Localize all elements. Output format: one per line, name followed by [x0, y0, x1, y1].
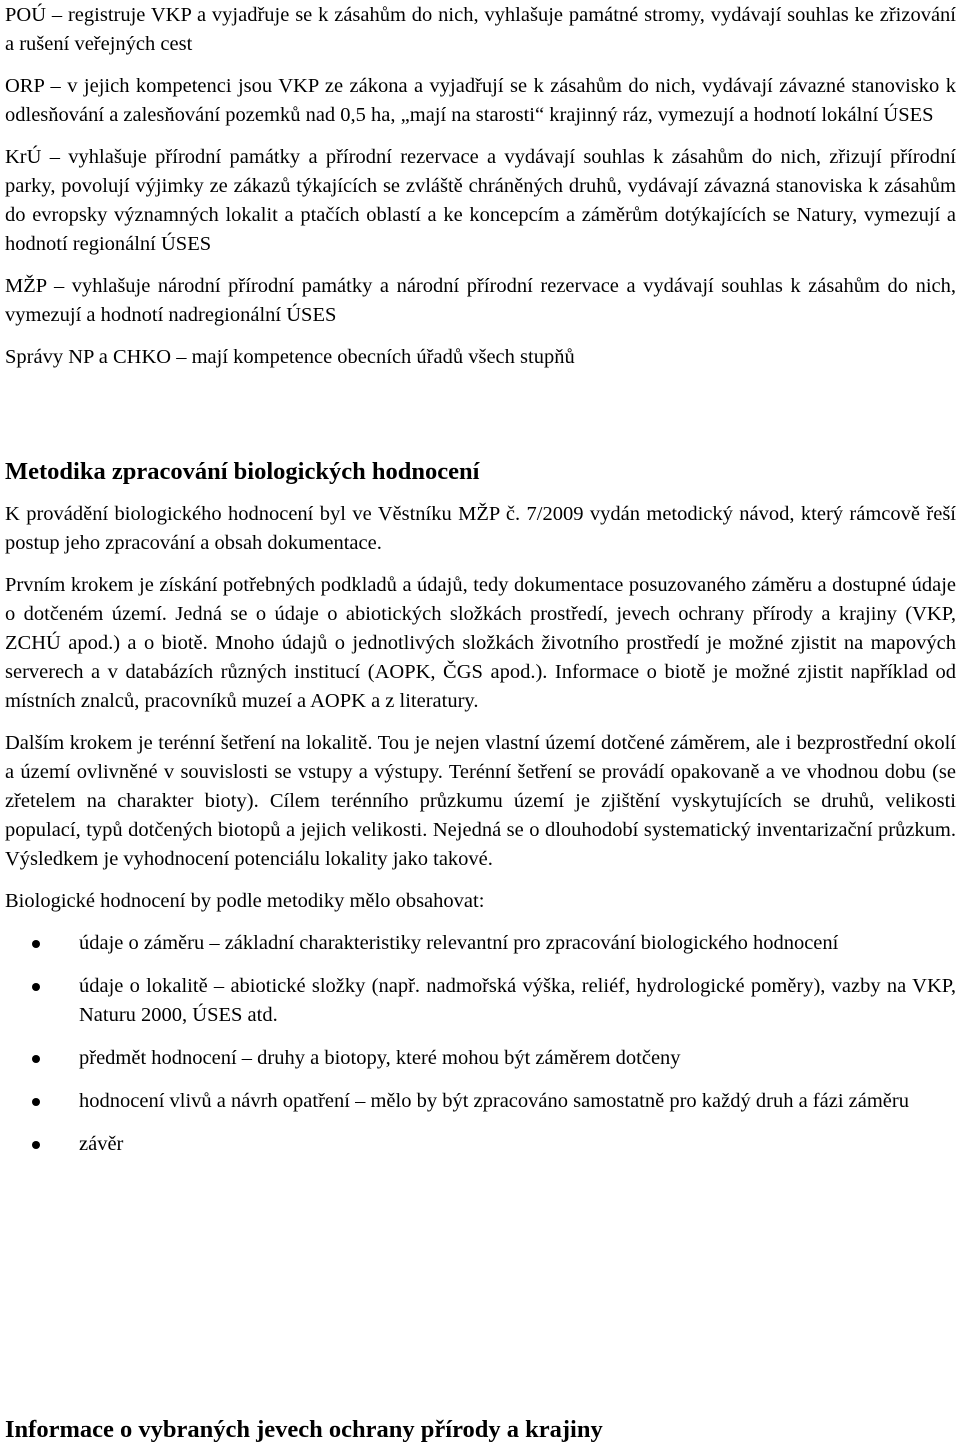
list-item-text: závěr: [79, 1133, 124, 1155]
list-item: [5, 1044, 956, 1073]
bullet-icon: [32, 983, 40, 991]
section-heading-nature-info: Informace o vybraných jevech ochrany přírody a krajiny: [5, 1416, 603, 1443]
list-item: [5, 1087, 956, 1116]
paragraph-orp: ORP – v jejich kompetenci jsou VKP ze zákona a vyjadřují se k zásahům do nich, vydávají závazné stanovisko k odlesňování a zalesňování pozemků nad 0,5 ha, „mají na starosti“ krajinný ráz, vymezují a hodnotí lokální ÚSES: [5, 75, 956, 126]
list-item-text: údaje o záměru – základní charakteristiky relevantní pro zpracování biologického hodnocení: [79, 932, 839, 954]
bullet-icon: [32, 1141, 40, 1149]
paragraph-methodology-intro: K provádění biologického hodnocení byl ve Věstníku MŽP č. 7/2009 vydán metodický návod, který rámcově řeší postup jeho zpracování a obsah dokumentace.: [5, 503, 956, 554]
contents-list: [5, 929, 956, 1159]
paragraph-np-chko: Správy NP a CHKO – mají kompetence obecních úřadů všech stupňů: [5, 346, 575, 368]
bullet-icon: [32, 940, 40, 948]
list-item: [5, 972, 956, 1030]
paragraph-field-survey: Dalším krokem je terénní šetření na lokalitě. Tou je nejen vlastní území dotčené záměrem, ale i bezprostřední okolí a území ovlivněné v souvislosti se vstupy a výstupy. Terénní šetření se provádí opakovaně a ve vhodnou dobu (se zřetelem na charakter bioty). Cílem terénního průzkumu území je zjištění vyskytujících se druhů, velikosti populací, typů dotčených biotopů a jejich velikosti. Nejedná se o dlouhodobí systematický inventarizační průzkum. Výsledkem je vyhodnocení potenciálu lokality jako takové.: [5, 732, 956, 870]
paragraph-first-step: Prvním krokem je získání potřebných podkladů a údajů, tedy dokumentace posuzovaného záměru a dostupné údaje o dotčeném území. Jedná se o údaje o abiotických složkách prostředí, jevech ochrany přírody a krajiny (VKP, ZCHÚ apod.) a o biotě. Mnoho údajů o jednotlivých složkách životního prostředí je možné zjistit na mapových serverech a v databázích různých institucí (AOPK, ČGS apod.). Informace o biotě je možné zjistit například od místních znalců, pracovníků muzeí a AOPK a z literatury.: [5, 574, 956, 712]
paragraph-pou: POÚ – registruje VKP a vyjadřuje se k zásahům do nich, vyhlašuje památné stromy, vydávají souhlas ke zřizování a rušení veřejných cest: [5, 4, 956, 55]
paragraph-mzp: MŽP – vyhlašuje národní přírodní památky a národní přírodní rezervace a vydávají souhlas k zásahům do nich, vymezují a hodnotí nadregionální ÚSES: [5, 275, 956, 326]
list-item: [5, 1130, 956, 1159]
bullet-icon: [32, 1055, 40, 1063]
list-item-text: údaje o lokalitě – abiotické složky (např. nadmořská výška, reliéf, hydrologické poměry), vazby na VKP, Naturu 2000, ÚSES atd.: [79, 975, 956, 1026]
methodology-section: [5, 500, 956, 1159]
list-item-text: předmět hodnocení – druhy a biotopy, které mohou být záměrem dotčeny: [79, 1047, 681, 1069]
bullet-icon: [32, 1098, 40, 1106]
list-item: [5, 929, 956, 958]
paragraph-contents-lead: Biologické hodnocení by podle metodiky mělo obsahovat:: [5, 890, 485, 912]
authority-competences: [5, 0, 956, 372]
section-heading-methodology: Metodika zpracování biologických hodnocení: [5, 458, 480, 485]
paragraph-kru: KrÚ – vyhlašuje přírodní památky a přírodní rezervace a vydávají souhlas k zásahům do nich, zřizují přírodní parky, povolují výjimky ze zákazů týkajících se zvláště chráněných druhů, vydávají závazná stanoviska k zásahům do evropsky významných lokalit a ptačích oblastí a ke koncepcím a záměrům dotýkajících se Natury, vymezují a hodnotí regionální ÚSES: [5, 146, 956, 255]
list-item-text: hodnocení vlivů a návrh opatření – mělo by být zpracováno samostatně pro každý druh a fázi záměru: [79, 1090, 909, 1112]
